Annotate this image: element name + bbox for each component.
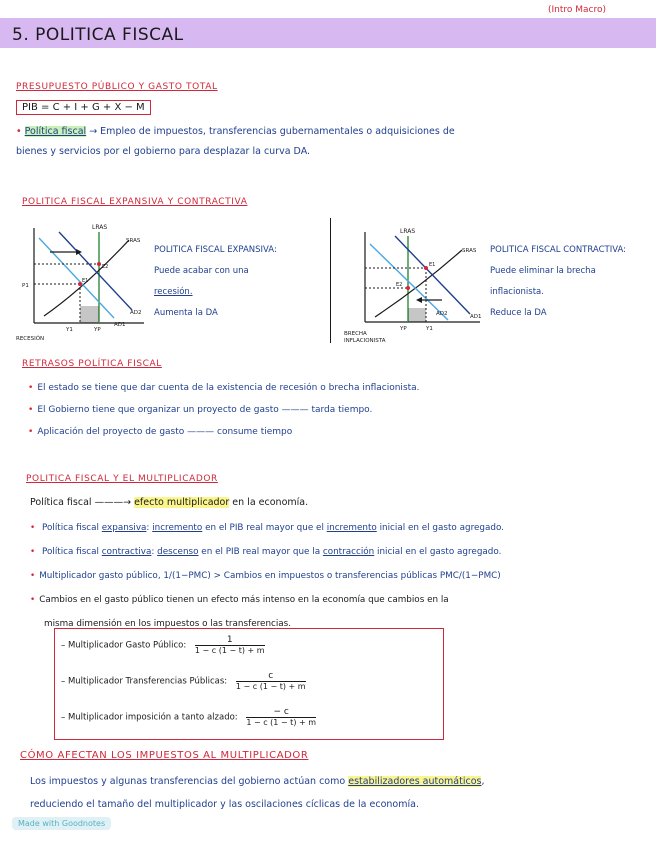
con-a: Política fiscal	[42, 547, 99, 557]
formula-transferencias	[61, 671, 306, 691]
expansive-text	[154, 240, 277, 324]
impuestos-text	[30, 770, 650, 816]
sras-label: SRAS	[462, 248, 477, 254]
intro-highlight: efecto multiplicador	[134, 497, 230, 508]
expansive-l4: Aumenta la DA	[154, 308, 218, 318]
f3-fraction	[246, 707, 316, 727]
e2-point	[97, 262, 101, 266]
y1-label: Y1	[426, 326, 433, 332]
impuestos-l1-a: Los impuestos y algunas transferencias del gobierno actúan como	[30, 776, 346, 787]
con-u1: contractiva	[101, 547, 152, 557]
lras-label: LRAS	[92, 224, 108, 231]
f3-num: − c	[246, 707, 316, 718]
recession-label: RECESIÓN	[16, 336, 45, 342]
e2-point	[406, 286, 410, 290]
con-d: inicial en el gasto agregado.	[377, 547, 502, 557]
contractive-l3: inflacionista.	[490, 287, 544, 297]
sras-label: SRAS	[126, 238, 141, 244]
e1-label: E1	[82, 278, 89, 284]
multiplicador-list	[30, 516, 650, 636]
f1-den: 1 − c (1 − t) + m	[194, 646, 265, 655]
exp-u1: expansiva	[101, 523, 147, 533]
fiscal-policy-definition: • Política fiscal → Empleo de impuestos, transferencias gubernamentales o adquisiciones de bienes y servicios por el gobierno para desplazar la curva DA.	[16, 126, 455, 157]
exp-b: :	[146, 523, 150, 533]
exp-c: en el PIB real mayor que el	[205, 523, 324, 533]
retrasos-list	[28, 377, 420, 443]
estabilizadores-highlight: estabilizadores automáticos	[348, 776, 482, 787]
contractive-l4: Reduce la DA	[490, 308, 547, 318]
f2-num: c	[236, 671, 306, 682]
cambios-line-2: misma dimensión en los impuestos o las transferencias.	[44, 619, 292, 629]
f1-num: 1	[195, 635, 265, 646]
p1-label: P1	[22, 283, 29, 289]
pib-formula: PIB = C + I + G + X − M	[22, 102, 145, 113]
con-item	[30, 540, 650, 564]
section-impuestos-title: CÓMO AFECTAN LOS IMPUESTOS AL MULTIPLICADOR	[20, 750, 309, 761]
shift-arrowhead	[416, 297, 422, 303]
ad2-label: AD2	[436, 311, 448, 317]
con-u3: contracción	[322, 547, 375, 557]
contractive-graph	[340, 222, 490, 347]
f2-den: 1 − c (1 − t) + m	[235, 682, 306, 691]
ad1-line	[395, 236, 470, 314]
ad1-label: AD1	[114, 322, 126, 328]
exp-u2: incremento	[152, 523, 203, 533]
recession-gap	[80, 306, 99, 323]
contractive-l1: POLITICA FISCAL CONTRACTIVA:	[490, 245, 627, 255]
goodnotes-badge: Made with Goodnotes	[12, 817, 111, 830]
multiplier-formulas-box	[54, 628, 444, 740]
pib-formula-box	[16, 100, 151, 115]
page-title: 5. POLITICA FISCAL	[12, 25, 184, 45]
con-b: :	[151, 547, 155, 557]
cambios-item: • Cambios en el gasto público tienen un efecto más intenso en la economía que cambios en la	[30, 588, 650, 612]
yp-label: YP	[94, 327, 101, 333]
formula-imposicion	[61, 707, 316, 727]
gap-label-1: BRECHA	[344, 331, 367, 337]
def-line1: → Empleo de impuestos, transferencias gubernamentales o adquisiciones de	[89, 126, 455, 137]
mult-compare-item: • Multiplicador gasto público, 1/(1−PMC) > Cambios en impuestos o transferencias públicas PMC/(1−PMC)	[30, 564, 650, 588]
graph-divider	[330, 218, 331, 343]
intro-arrow: ———→	[94, 497, 132, 508]
section-presupuesto-title: PRESUPUESTO PÚBLICO Y GASTO TOTAL	[16, 82, 218, 92]
f1-label: – Multiplicador Gasto Público:	[61, 640, 187, 651]
yp-label: YP	[400, 326, 407, 332]
e1-label: E1	[429, 262, 436, 268]
exp-d: inicial en el gasto agregado.	[379, 523, 504, 533]
retrasos-item-1: • El estado se tiene que dar cuenta de la existencia de recesión o brecha inflacionista.	[28, 377, 420, 399]
formula-gasto	[61, 635, 265, 655]
contractive-l2: Puede eliminar la brecha	[490, 266, 596, 276]
course-note: (Intro Macro)	[547, 5, 606, 15]
expansive-l2: Puede acabar con una	[154, 266, 249, 276]
retrasos-item-3: • Aplicación del proyecto de gasto ——— consume tiempo	[28, 421, 420, 443]
e2-label: E2	[396, 282, 403, 288]
e2-label: E2	[102, 264, 109, 270]
section-multiplicador-title: POLITICA FISCAL Y EL MULTIPLICADOR	[26, 474, 218, 484]
ad1-label: AD1	[470, 314, 482, 320]
intro-a: Política fiscal	[30, 497, 92, 508]
impuestos-l1-b: ,	[481, 776, 485, 787]
expansive-l1: POLITICA FISCAL EXPANSIVA:	[154, 245, 277, 255]
inflation-gap	[408, 308, 426, 322]
impuestos-line-1	[30, 770, 650, 793]
ad2-label: AD2	[130, 310, 142, 316]
f2-label: – Multiplicador Transferencias Públicas:	[61, 676, 228, 687]
gap-label-2: INFLACIONISTA	[344, 338, 386, 344]
retrasos-item-2: • El Gobierno tiene que organizar un proyecto de gasto ——— tarda tiempo.	[28, 399, 420, 421]
f1-fraction	[195, 635, 265, 655]
def-line2: bienes y servicios por el gobierno para desplazar la curva DA.	[16, 146, 311, 157]
con-u2: descenso	[157, 547, 199, 557]
exp-u3: incremento	[326, 523, 377, 533]
def-term: Política fiscal	[24, 126, 87, 137]
con-c: en el PIB real mayor que la	[201, 547, 321, 557]
multiplicador-intro	[30, 493, 308, 513]
expansive-l3: recesión.	[154, 287, 193, 297]
impuestos-line-2: reduciendo el tamaño del multiplicador y las oscilaciones cíclicas de la economía.	[30, 799, 419, 810]
f3-den: 1 − c (1 − t) + m	[246, 718, 317, 727]
e1-point	[424, 266, 428, 270]
f3-label: – Multiplicador imposición a tanto alzado:	[61, 712, 238, 723]
expansive-graph	[14, 218, 154, 343]
exp-item	[30, 516, 650, 540]
intro-b: en la economía.	[232, 497, 309, 508]
exp-a: Política fiscal	[42, 523, 99, 533]
section-expansiva-title: POLITICA FISCAL EXPANSIVA Y CONTRACTIVA	[22, 197, 248, 207]
lras-label: LRAS	[400, 228, 416, 235]
f2-fraction	[236, 671, 306, 691]
section-retrasos-title: RETRASOS POLÍTICA FISCAL	[22, 359, 162, 369]
contractive-text	[490, 240, 626, 324]
y1-label: Y1	[66, 327, 73, 333]
